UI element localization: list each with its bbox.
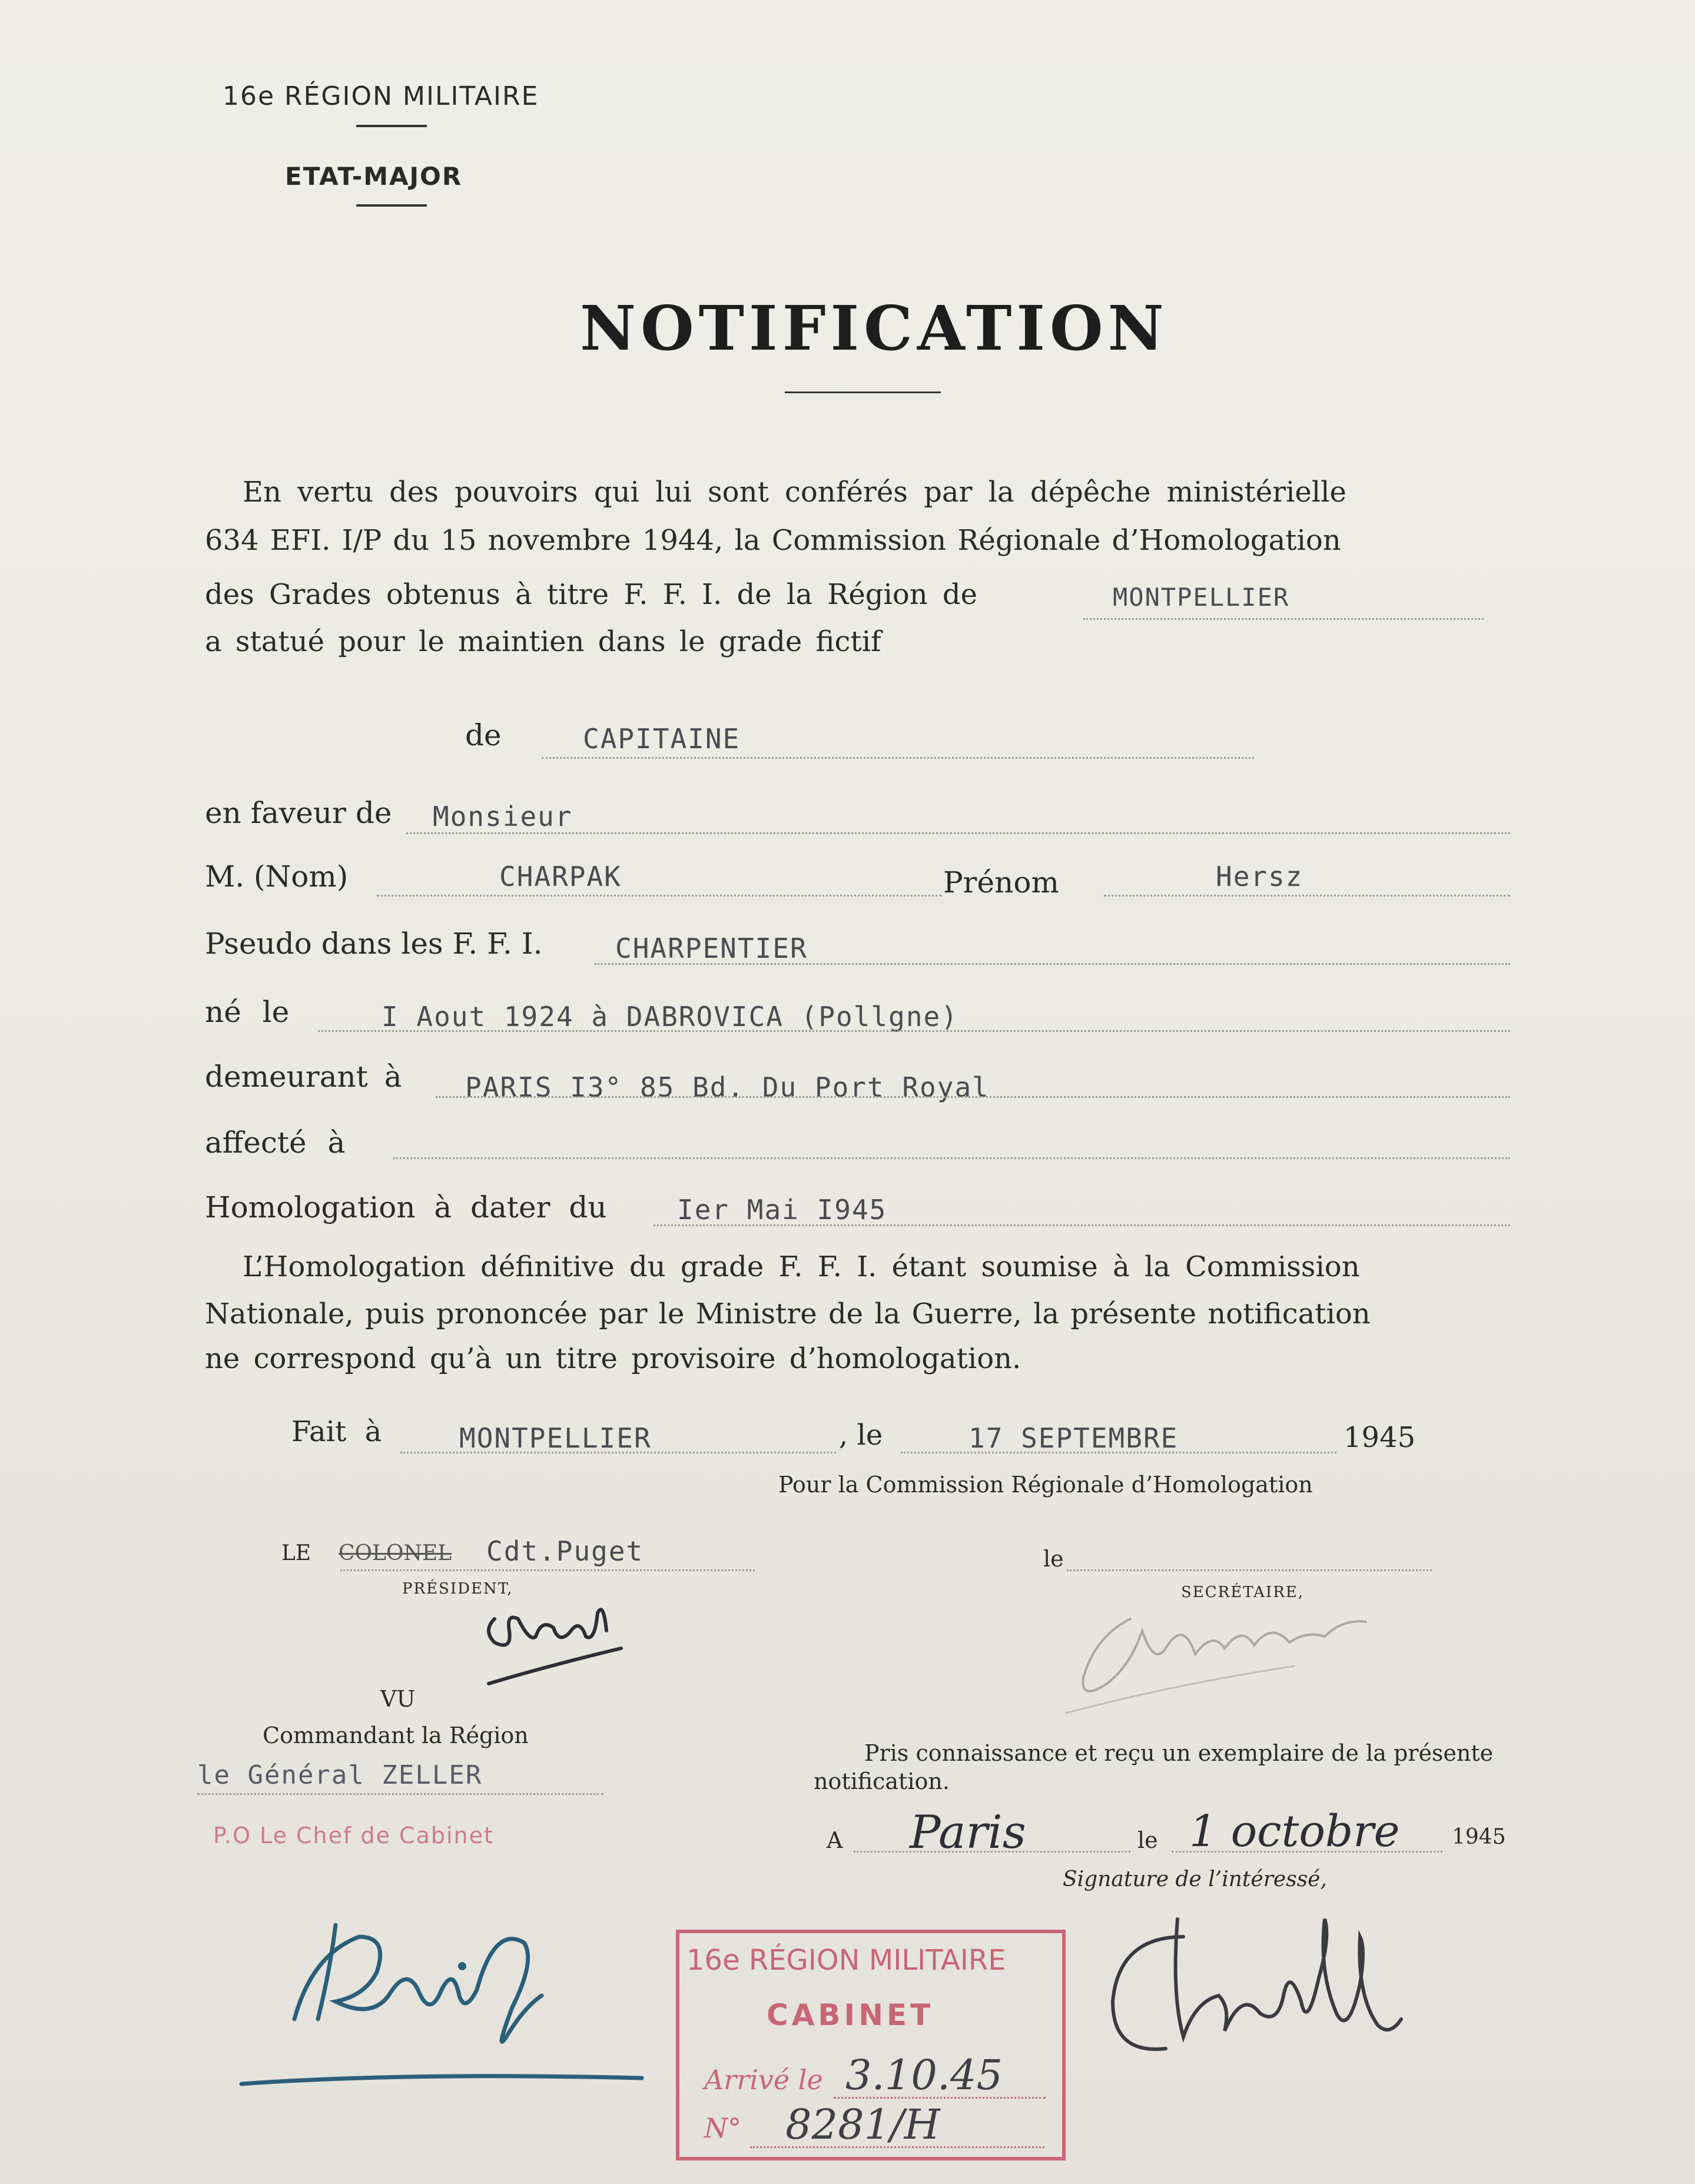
- residence-value: PARIS I3° 85 Bd. Du Port Royal: [465, 1071, 990, 1103]
- officer-dotline: [340, 1569, 755, 1571]
- vu-label: VU: [380, 1686, 416, 1712]
- colonel-struck: COLONEL: [339, 1541, 452, 1565]
- stamp-arrived-label: Arrivé le: [704, 2064, 823, 2096]
- name-dotline: [377, 895, 942, 897]
- born-value: I Aout 1924 à DABROVICA (Pollgne): [382, 1001, 958, 1033]
- fait-year: 1945: [1344, 1421, 1416, 1454]
- region-dotline: [1083, 618, 1484, 620]
- intro-line-4: a statué pour le maintien dans le grade fictif: [205, 625, 881, 658]
- signature-caption: Signature de l’intéressé,: [1063, 1867, 1327, 1891]
- assigned-label: affecté à: [205, 1126, 346, 1160]
- general-dotline: [197, 1793, 603, 1795]
- homologation-label: Homologation à dater du: [205, 1190, 607, 1224]
- header-divider: [356, 125, 427, 127]
- born-label: né le: [205, 995, 290, 1029]
- intro-line-3: des Grades obtenus à titre F. F. I. de la Région de: [205, 578, 978, 611]
- firstname-dotline: [1104, 895, 1510, 897]
- firstname-label: Prénom: [943, 865, 1059, 900]
- fait-city: MONTPELLIER: [459, 1422, 652, 1454]
- officer-value: Cdt.Puget: [486, 1535, 644, 1567]
- president-caption: PRÉSIDENT,: [402, 1580, 513, 1598]
- document-title: NOTIFICATION: [580, 292, 1169, 364]
- le-right-dotline: [1067, 1569, 1432, 1571]
- president-signature: [471, 1595, 636, 1713]
- residence-dotline: [436, 1096, 1510, 1098]
- region-value: MONTPELLIER: [1113, 583, 1290, 612]
- residence-label: demeurant à: [205, 1060, 402, 1094]
- name-label: M. (Nom): [205, 859, 349, 894]
- secretary-signature: [1048, 1595, 1413, 1719]
- pseudo-label: Pseudo dans les F. F. I.: [205, 927, 543, 961]
- receipt-city: Paris: [910, 1806, 1026, 1859]
- stamp-arrived-value: 3.10.45: [845, 2051, 1003, 2099]
- closing-line-2: Nationale, puis prononcée par le Ministre de la Guerre, la présente notification: [205, 1297, 1371, 1330]
- closing-line-1: L’Homologation définitive du grade F. F. I. étant soumise à la Commission: [243, 1250, 1360, 1283]
- receipt-date: 1 octobre: [1189, 1806, 1400, 1857]
- receipt-year: 1945: [1452, 1825, 1506, 1849]
- pseudo-value: CHARPENTIER: [615, 932, 808, 964]
- stamp-number-dotline: [750, 2146, 1044, 2148]
- receipt-le-label: le: [1137, 1827, 1158, 1853]
- stamp-number-label: N°: [704, 2112, 742, 2144]
- homologation-value: Ier Mai I945: [677, 1194, 887, 1226]
- grade-value: CAPITAINE: [583, 723, 741, 755]
- title-divider: [785, 391, 941, 393]
- intro-line-1: En vertu des pouvoirs qui lui sont conférés par la dépêche ministérielle: [243, 476, 1346, 509]
- receipt-a-label: A: [827, 1827, 843, 1853]
- receipt-city-dotline: [854, 1851, 1130, 1853]
- favor-value: Monsieur: [433, 801, 573, 832]
- staff-divider: [356, 204, 427, 207]
- le-upper-label: LE: [281, 1541, 311, 1565]
- arrival-stamp: [676, 1930, 1066, 2160]
- stamp-region: 16e RÉGION MILITAIRE: [686, 1944, 1006, 1977]
- receipt-line-1: Pris connaissance et reçu un exemplaire de la présente: [864, 1740, 1494, 1766]
- grade-dotline: [542, 757, 1254, 759]
- pseudo-dotline: [595, 963, 1510, 965]
- fait-le-label: , le: [839, 1419, 883, 1452]
- fait-dotline: [400, 1452, 836, 1453]
- closing-line-3: ne correspond qu’à un titre provisoire d’homologation.: [205, 1342, 1021, 1375]
- homologation-dotline: [654, 1224, 1510, 1226]
- commission-caption: Pour la Commission Régionale d’Homologation: [778, 1472, 1313, 1498]
- chief-cabinet-stamp: P.O Le Chef de Cabinet: [213, 1823, 494, 1848]
- name-value: CHARPAK: [499, 861, 622, 892]
- staff-header: ETAT-MAJOR: [285, 162, 463, 191]
- stamp-cabinet: CABINET: [767, 1998, 934, 2032]
- chief-cabinet-signature: [230, 1901, 654, 2102]
- grade-label: de: [465, 718, 502, 752]
- firstname-value: Hersz: [1216, 861, 1303, 892]
- assigned-dotline: [393, 1157, 1510, 1159]
- intro-line-2: 634 EFI. I/P du 15 novembre 1944, la Commission Régionale d’Homologation: [205, 524, 1341, 557]
- fait-date: 17 SEPTEMBRE: [968, 1422, 1179, 1454]
- stamp-arrived-dotline: [834, 2097, 1046, 2099]
- born-dotline: [318, 1030, 1510, 1032]
- fait-label: Fait à: [291, 1415, 382, 1448]
- secretary-caption: SECRÉTAIRE,: [1181, 1584, 1305, 1601]
- favor-label: en faveur de: [205, 796, 392, 830]
- region-header: 16e RÉGION MILITAIRE: [223, 81, 539, 111]
- commandant-label: Commandant la Région: [263, 1722, 529, 1748]
- favor-dotline: [406, 832, 1510, 834]
- stamp-number-value: 8281/H: [785, 2100, 940, 2149]
- general-value: le Général ZELLER: [197, 1760, 483, 1790]
- receipt-date-dotline: [1172, 1851, 1442, 1853]
- fait-date-dotline: [901, 1452, 1336, 1453]
- receipt-line-2: notification.: [814, 1768, 950, 1794]
- le-right-label: le: [1043, 1546, 1064, 1572]
- interesse-signature: [1083, 1901, 1413, 2096]
